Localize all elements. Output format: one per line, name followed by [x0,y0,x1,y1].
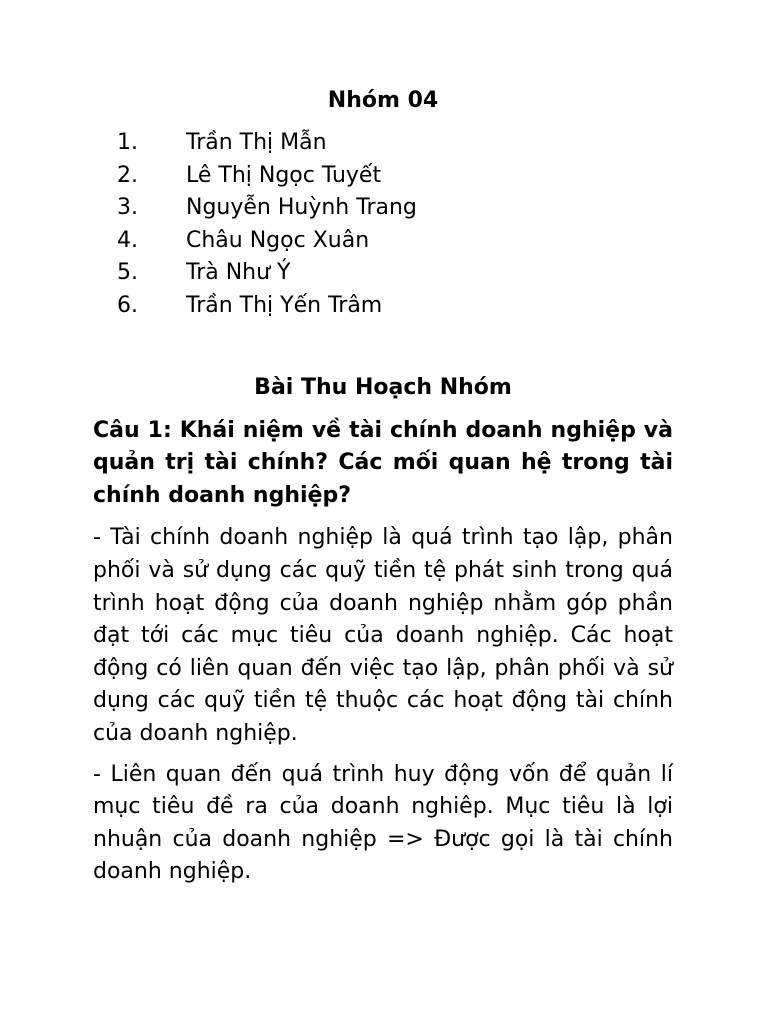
member-number: 4. [117,227,138,253]
report-title: Bài Thu Hoạch Nhóm [254,374,512,400]
member-number: 2. [117,162,138,188]
member-name: Trần Thị Mẫn [186,130,327,155]
member-item [93,192,673,225]
member-item [93,290,673,323]
member-number: 1. [117,130,138,155]
member-name: Trần Thị Yến Trâm [186,292,383,318]
member-number: 6. [117,292,138,318]
member-number: 5. [117,260,138,286]
member-list [93,127,673,323]
group-title: Nhóm 04 [327,88,439,113]
answer-paragraph: - Tài chính doanh nghiệp là quá trình tạo lập, phân phối và sử dụng các quỹ tiền tệ phát sinh trong quá trình hoạt động của doanh nghiệp nhằm góp phần đạt tới các mục tiêu của doanh nghiệp. Các hoạt động có liên quan đến việc tạo lập, phân phối và sử dụng các quỹ tiền tệ thuộc các hoạt động tài chính của doanh nghiệp. [93,525,673,746]
member-name: Lê Thị Ngọc Tuyết [186,162,382,188]
member-item [93,127,673,160]
member-name: Châu Ngọc Xuân [186,227,370,253]
member-item [93,225,673,258]
question-heading: Câu 1: Khái niệm về tài chính doanh nghiệp và quản trị tài chính? Các mối quan hệ trong tài chính doanh nghiệp? [93,417,673,508]
answer-paragraph: - Liên quan đến quá trình huy động vốn để quản lí mục tiêu đề ra của doanh nghiêp. Mục tiêu là lợi nhuận của doanh nghiệp => Được gọi là tài chính doanh nghiệp. [93,761,673,885]
member-item [93,160,673,193]
member-number: 3. [117,195,138,221]
member-item [93,257,673,290]
member-name: Nguyễn Huỳnh Trang [186,195,417,221]
member-name: Trà Như Ý [186,260,291,286]
